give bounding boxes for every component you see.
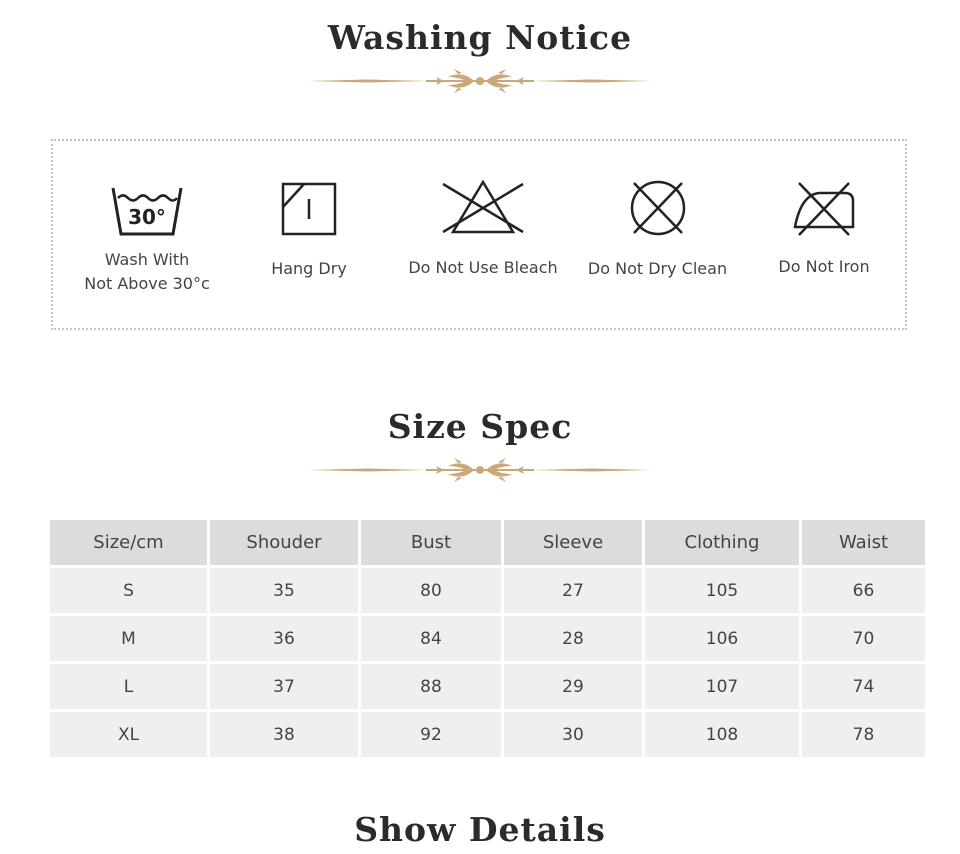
header-cell: Bust — [361, 520, 501, 565]
header-cell: Clothing — [645, 520, 799, 565]
table-cell: 36 — [210, 616, 358, 661]
table-cell: 84 — [361, 616, 501, 661]
show-details-title: Show Details — [354, 810, 606, 849]
size-spec-table — [47, 517, 928, 760]
ornament-divider-icon — [308, 69, 652, 93]
table-cell: 92 — [361, 712, 501, 757]
ornament-divider-icon — [308, 458, 652, 482]
table-header-row — [50, 520, 925, 565]
no-dry-clean-icon — [628, 179, 688, 237]
header-cell: Shouder — [210, 520, 358, 565]
table-cell: 38 — [210, 712, 358, 757]
wash-30-icon — [109, 184, 185, 238]
no-bleach-icon — [441, 178, 525, 236]
wash-label-line2: Not Above 30°c — [84, 274, 210, 293]
table-cell: 27 — [504, 568, 642, 613]
table-row — [50, 664, 925, 709]
care-item-hang-dry — [244, 181, 374, 281]
table-cell: 74 — [802, 664, 925, 709]
no-iron-icon — [791, 179, 857, 237]
no-bleach-label: Do Not Use Bleach — [408, 258, 558, 277]
hang-dry-icon — [280, 181, 338, 237]
wash-label-line1: Wash With — [104, 250, 190, 269]
table-cell: 107 — [645, 664, 799, 709]
table-cell: 70 — [802, 616, 925, 661]
care-item-no-dry-clean — [580, 179, 735, 281]
table-cell: 106 — [645, 616, 799, 661]
header-cell: Size/cm — [50, 520, 207, 565]
table-row — [50, 712, 925, 757]
table-cell: 35 — [210, 568, 358, 613]
care-item-no-bleach — [398, 178, 568, 280]
no-iron-label: Do Not Iron — [778, 257, 870, 276]
table-cell: 29 — [504, 664, 642, 709]
table-cell: 105 — [645, 568, 799, 613]
washing-notice-title: Washing Notice — [327, 18, 633, 57]
table-cell: 30 — [504, 712, 642, 757]
size-spec-title: Size Spec — [387, 407, 573, 446]
table-row — [50, 568, 925, 613]
header-cell: Waist — [802, 520, 925, 565]
table-cell: 28 — [504, 616, 642, 661]
table-cell: S — [50, 568, 207, 613]
table-cell: 108 — [645, 712, 799, 757]
table-cell: 88 — [361, 664, 501, 709]
svg-text:30°: 30° — [128, 205, 166, 229]
no-dry-clean-label: Do Not Dry Clean — [587, 259, 728, 278]
table-cell: XL — [50, 712, 207, 757]
table-cell: M — [50, 616, 207, 661]
table-cell: L — [50, 664, 207, 709]
care-item-wash — [72, 184, 222, 296]
care-item-no-iron — [760, 179, 888, 279]
table-cell: 78 — [802, 712, 925, 757]
table-row — [50, 616, 925, 661]
hang-dry-label: Hang Dry — [271, 259, 347, 278]
header-cell: Sleeve — [504, 520, 642, 565]
table-cell: 66 — [802, 568, 925, 613]
table-cell: 80 — [361, 568, 501, 613]
table-cell: 37 — [210, 664, 358, 709]
